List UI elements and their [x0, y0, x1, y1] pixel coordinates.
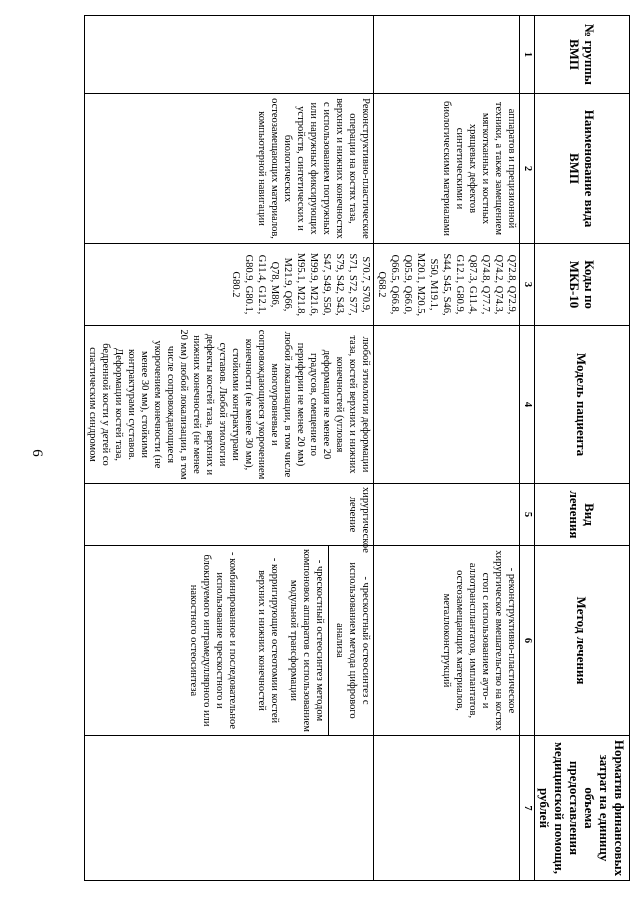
- treatment-type-cell: хирургическое лечение: [85, 484, 374, 546]
- vmp-table: [84, 15, 630, 881]
- header-group-number: № группы ВМП: [535, 16, 630, 94]
- page-number: 6: [29, 449, 45, 457]
- vmp-name-cell: Реконструктивно-пластические операции на костях таза, верхних и нижних конечностях с использованием погружных или наружных фиксирующих устройств, синтетических и биологических остеозамещающих материалов, компьютерной навигации: [85, 94, 374, 244]
- icd-codes-cell: Q72.8, Q72.9, Q74.2, Q74.3, Q74.8, Q77.7, Q87.3, G11.4, G12.1, G80.9, S44, S45, S46, S50, M19.1, M20.1, M20.5, Q05.9, Q66.0, Q66.5, Q66.8, Q68.2: [374, 244, 520, 326]
- column-number: 2: [520, 94, 535, 244]
- cost-norm-cell: [374, 736, 520, 881]
- column-numbers-row: [520, 16, 535, 881]
- column-number: 7: [520, 736, 535, 881]
- header-cost-norm: Норматив финансовых затрат на единицу объема предоставления медицинской помощи, рублей: [535, 736, 630, 881]
- column-number: 4: [520, 326, 535, 484]
- header-row: [535, 16, 630, 881]
- icd-codes-cell: S70.7, S70.9, S71, S72, S77, S79, S42, S43, S47, S49, S50, M99.9, M21.6, M95.1, M21.8, M21.9, Q66, Q78, M86, G11.4, G12.1, G80.9, G80.1, G80.2: [85, 244, 374, 326]
- header-patient-model: Модель пациента: [535, 326, 630, 484]
- column-number: 3: [520, 244, 535, 326]
- header-icd-codes: Коды по МКБ-10: [535, 244, 630, 326]
- column-number: 5: [520, 484, 535, 546]
- group-number-cell: [85, 16, 374, 94]
- column-number: 1: [520, 16, 535, 94]
- treatment-method-item: - комбинированное и последовательное использование чрескостного и блокируемого интрамедуллярного или накостного остеосинтеза: [188, 552, 238, 729]
- treatment-method-item: - корригирующие остеотомии костей верхних и нижних конечностей: [256, 557, 280, 724]
- vmp-name-cell: аппаратов и прецизионной техники, а также замещением мягкотканных и костных хрящевых дефектов синтетическими и биологическими материалами: [374, 94, 520, 244]
- header-vmp-name: Наименование вида ВМП: [535, 94, 630, 244]
- table-row: [374, 16, 520, 881]
- cost-norm-cell: [85, 736, 374, 881]
- patient-model-cell: [374, 326, 520, 484]
- treatment-method-cell: [85, 546, 374, 736]
- group-number-cell: [374, 16, 520, 94]
- treatment-method-item: - чрескостный остеосинтез методом компоновок аппаратов с использованием модульной трансформации: [287, 546, 329, 735]
- header-treatment-method: Метод лечения: [535, 546, 630, 736]
- patient-model-cell: любой этиологии деформации таза, костей верхних и нижних конечностей (угловая деформация не менее 20 градусов, смещение по периферии не менее 20 мм) любой локализации, в том числе многоуровневые и сопровождающиеся укорочением конечности (не менее 30 мм), стойкими контрактурами суставов. Любой этиологии дефекты костей таза, верхних и нижних конечностей (не менее 20 мм) любой локализации, в том числе сопровождающиеся укорочением конечности (не менее 30 мм), стойкими контрактурами суставов. Деформации костей таза, бедренной кости у детей со спастическим синдромом: [85, 326, 374, 484]
- treatment-method-cell: - реконструктивно-пластическое хирургическое вмешательство на костях стоп с использованием ауто- и аллотрансплантатов, имплантатов, остеозамещающих материалов, металлоконструкций: [374, 546, 520, 736]
- table-row: [85, 16, 374, 881]
- vmp-table-sheet: [65, 15, 630, 880]
- header-treatment-type: Вид лечения: [535, 484, 630, 546]
- treatment-method-item: - чрескостный остеосинтез с использованием метода цифрового анализа: [334, 562, 371, 719]
- treatment-type-cell: [374, 484, 520, 546]
- column-number: 6: [520, 546, 535, 736]
